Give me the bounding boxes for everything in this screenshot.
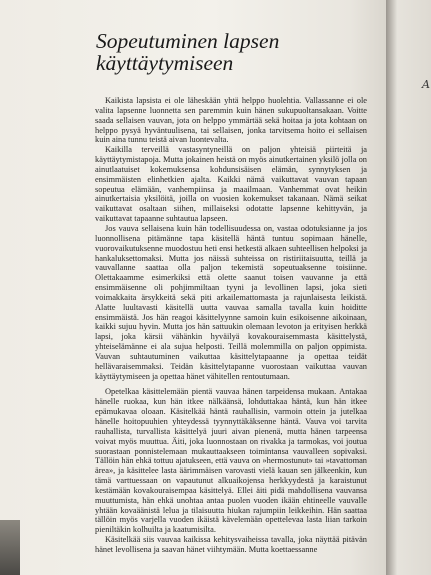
chapter-title: Sopeutuminen lapsen käyttäytymiseen [96, 29, 280, 75]
facing-page-edge [386, 0, 431, 575]
paragraph: Kaikista lapsista ei ole läheskään yhtä helppo huolehtia. Vallassanne ei ole valita lapsenne luonnetta sen paremmin kuin hänen sukupuoltansakaan. Voitte saada sellaisen vauvan, jota on helppo ymmärtää sekä hoitaa ja jota kohtaan on helppo pysyä hyväntuulisena, tai sellaisen, jonka tarvitsema hoito ei sellaisen kuin aina tunnu teistä aivan luontevalta. [95, 96, 367, 145]
paragraph: Kaikilla terveillä vastasyntyneillä on paljon yhteisiä piirteitä ja käyttäytymistapoja. Mutta jokainen heistä on myös ainutkertainen yksilö jolla on ainutlaatuiset kokemuksensa kohdunsisäisen elämän, synnytyksen ja ensimmäisten elinhetkien ajalta. Kaikki nämä vaikuttavat vauvan tapaan sopeutua elämään, vanhempiinsa ja maailmaan. Vanhemmat ovat heikin ainutkertaisia yksilöitä, joilla on vuosien kokemukset takanaan. Nämä seikat vaikuttavat osaltaan siihen, millaiseksi odotatte lapsenne kehittyvän, ja vaikuttavat tapaanne suhtautua lapseen. [95, 145, 367, 224]
chapter-body [95, 96, 367, 555]
paragraph: Opetelkaa käsittelemään pientä vauvaa hänen tarpeidensa mukaan. Antakaa hänelle ruokaa, kun hän itkee nälkäänsä, lohduttakaa häntä, kun hän itkee epämukavaa oloaan. Käsitelkää häntä rauhallisin, varmoin ottein ja jutelkaa hänelle hoitopuuhien yhteydessä tyynnyttäkäksenne häntä. Vauva voi tarvita rauhallista, turvallista käsittelyä juuri aivan pienenä, mutta hänen tarpeensa voivat myös muuttua. Äiti, joka luonnostaan on rivakka ja tarmokas, voi joutua suorastaan ponnistelemaan mukauttaakseen toimintansa vauvalleen sopivaksi. Tällöin hän ehkä tottuu ajatukseen, että vauva on »hermostunut» tai »tavattoman ärea», ja käsittelee lasta äärimmäisen varovasti vielä kauan sen jälkeenkin, kun tämä varttuessaan on vapautunut alkuaikojensa herkkyydestä ja karaistunut kestämään kovakouraisempaa käsittelyä. Ellei äiti pidä mahdollisena vauvansa muuttumista, hän ehkä unohtaa antaa puolen vuoden ikään ehtineelle vauvalle yhtään kovaäänistä lelua ja tilaisuutta hiukan rajumpiin leikkeihin. Hän saattaa tällöin myös varjella vuoden ikäistä kävelemään opettelevaa lasta liian tarkoin pieniltäkin kolhuilta ja kaatumisilta. [95, 387, 367, 535]
paragraph: Jos vauva sellaisena kuin hän todellisuudessa on, vastaa odotuksianne ja jos luonnollisena pitämänne tapa käsitellä häntä tuntuu sopimaan hänelle, vuorovaikutuksenne muodostuu heti ensi hetkestä alkaen suhteellisen helpoksi ja hankaluksettomaksi. Mutta jos näissä suhteissa on ristiriitaisuutta, teillä ja vauvallanne saattaa olla paljon tekemistä sopeutuaksenne toisiinne. Olettakaamme esimerkiksi että olette saanut toisen vauvanne ja että ensimmäisenne oli pohjimmiltaan tyyni ja levollinen lapsi, joka sieti voimakkaita ärsykkeitä sekä piti arkailemattomasta ja rajunlaisesta leikistä. Alatte luultavasti käsitellä uutta vauvaa samalla tavalla kuin hoiditte ensimmäistä. Jos hän reagoi käsittelyynne samoin kuin esikoisenne aikoinaan, kaikki sujuu hyvin. Mutta jos hän sattuukin olemaan levoton ja erityisen herkkä lapsi, joka kärsii vähänkin hyväilyä kovakouraisemmasta käsittelystä, yhteiselämänne ei ala sujua helposti. Teillä molemmilla on paljon oppimista. Vauvan suhtautuminen vaikuttaa käsittelytapaanne ja opettaa teidät hellävaraisemmaksi. Teidän käsittelytapanne vuorostaan vaikuttaa vauvan käyttäytymiseen ja opettaa hänet vähitellen rentoutumaan. [95, 223, 367, 381]
facing-page-letter: A [422, 78, 430, 91]
paragraph: Käsitelkää siis vauvaa kaikissa kehitysvaiheissa tavalla, joka näyttää pitävän hänet levollisena ja saavan hänet viihtymään. Mutta koettaessanne [95, 535, 367, 554]
page-shadow [0, 520, 20, 575]
